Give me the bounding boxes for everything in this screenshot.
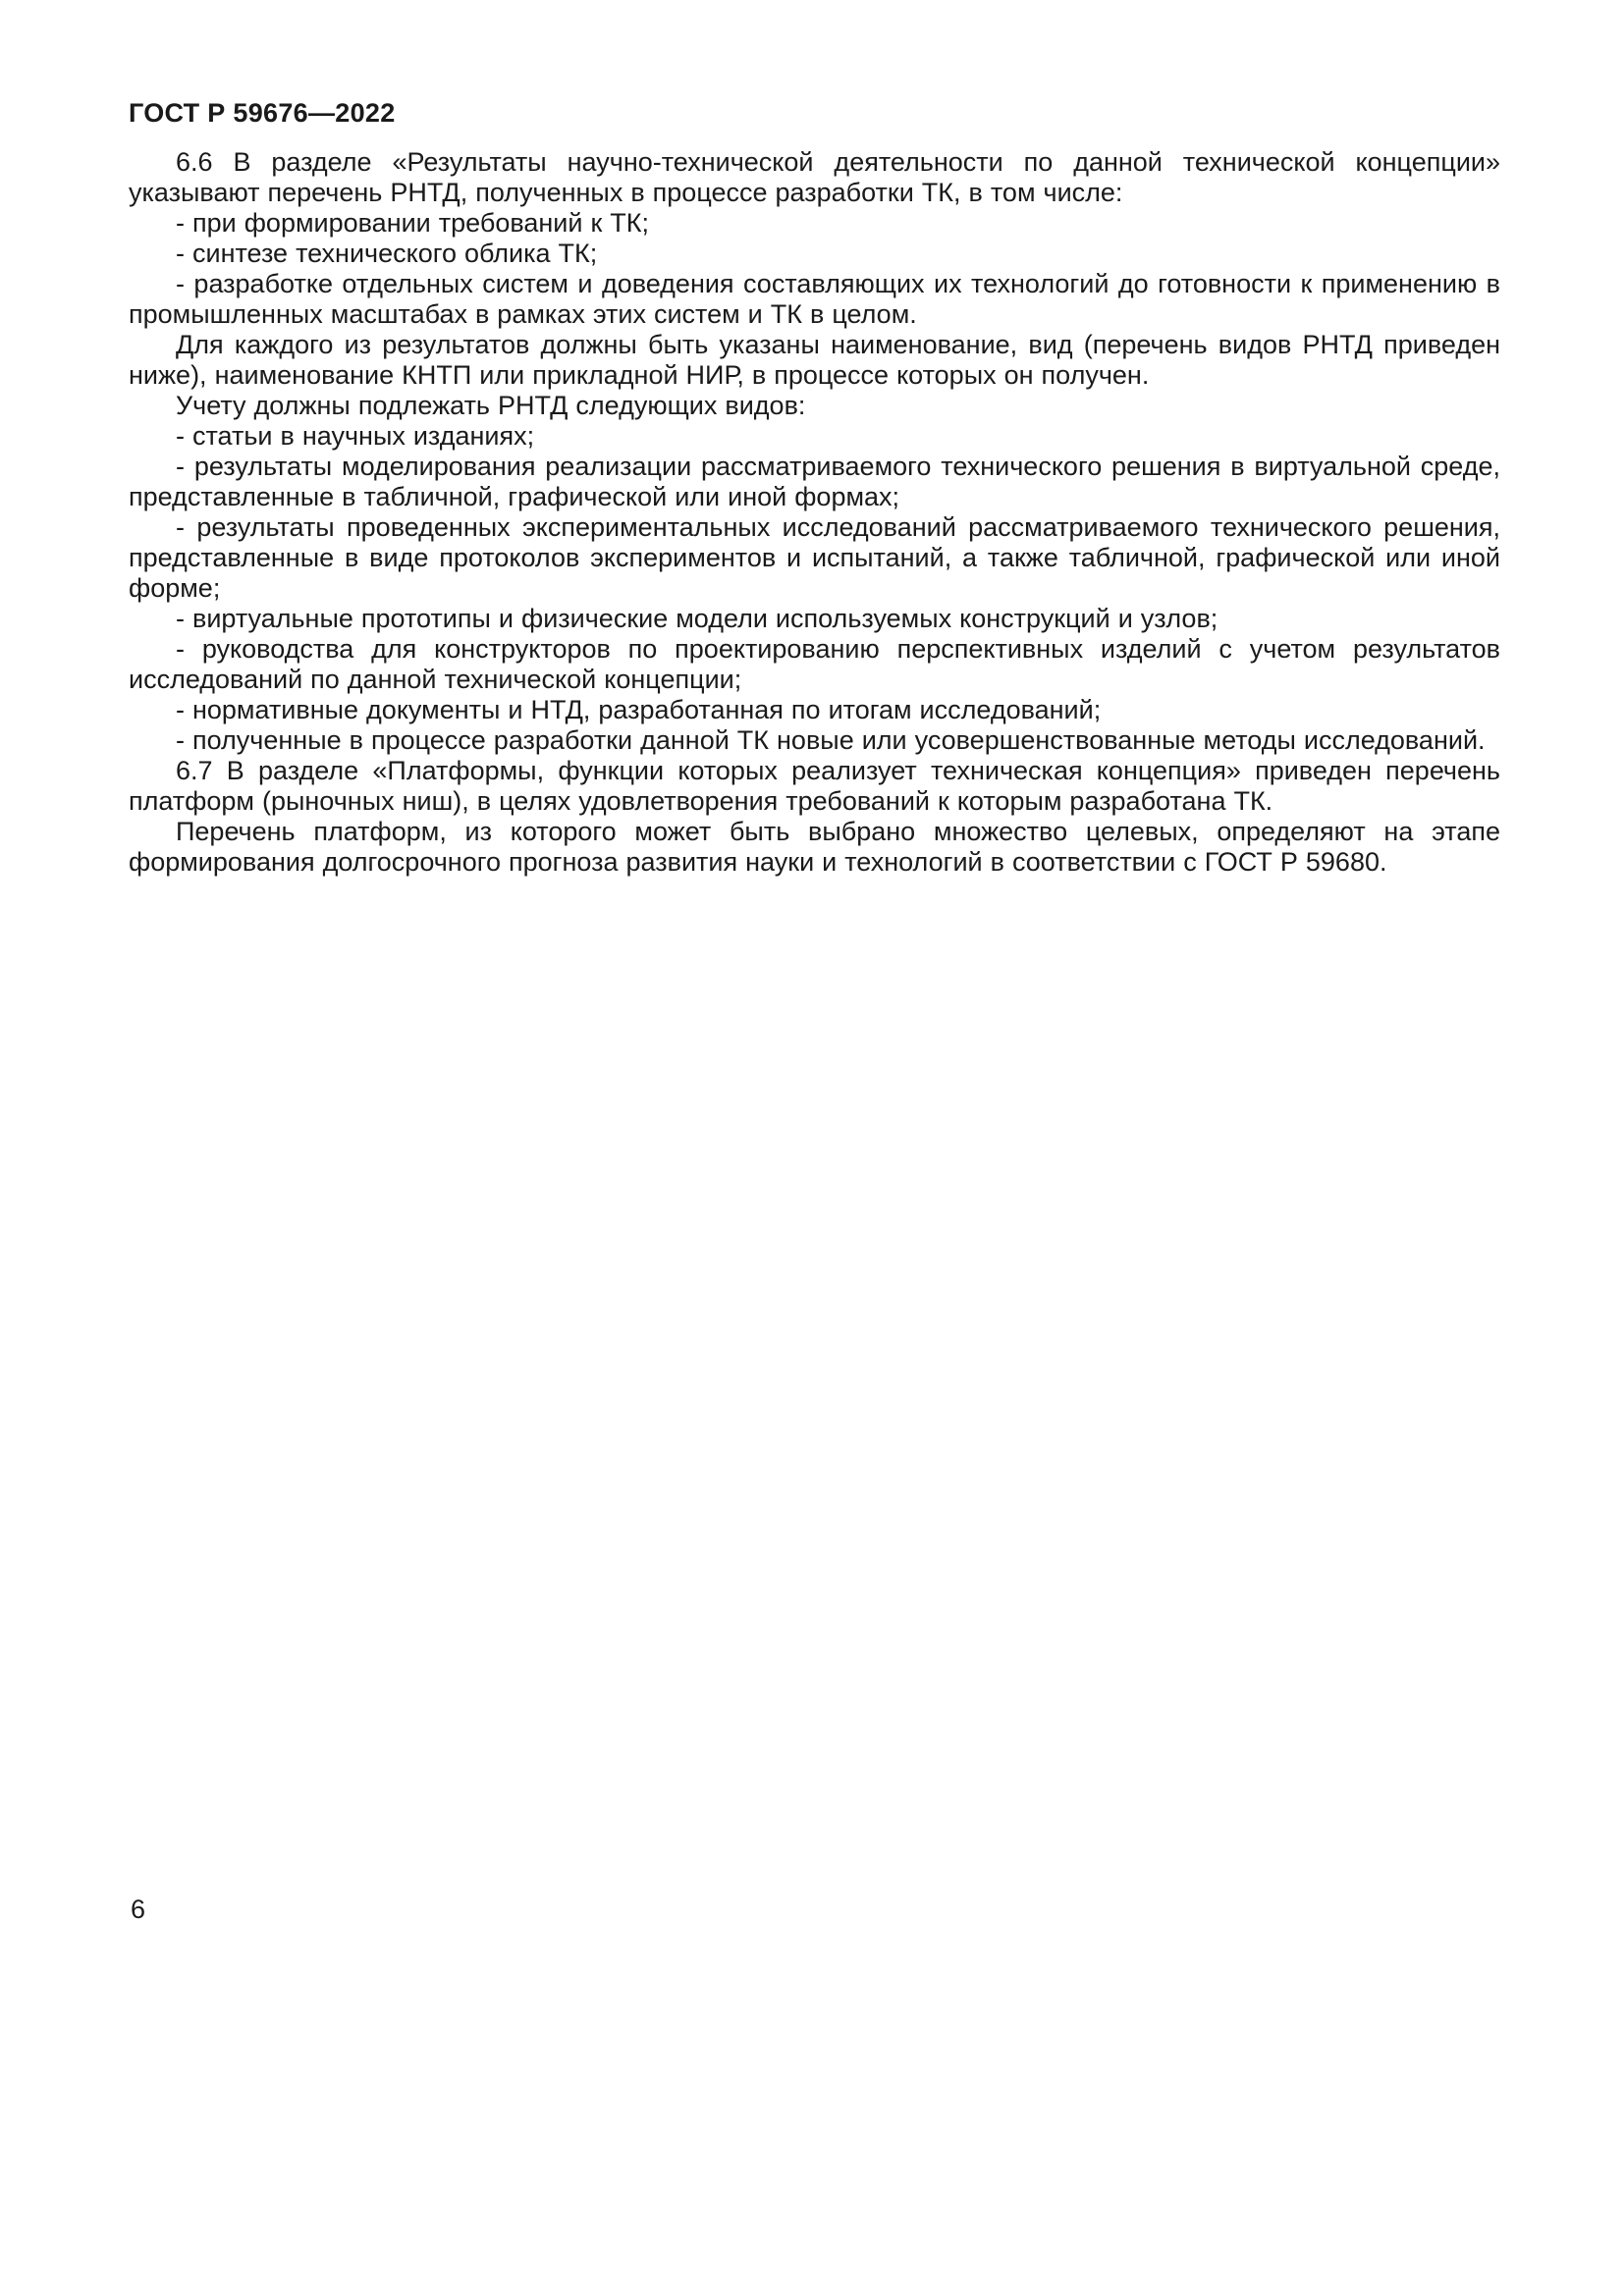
paragraph: - нормативные документы и НТД, разработанная по итогам исследований; [176, 695, 1102, 724]
paragraph: - результаты проведенных экспериментальных исследований рассматриваемого технического решения, представленные в виде протоколов экспериментов и испытаний, а также табличной, графической или иной форме; [129, 512, 1500, 603]
paragraph: - при формировании требований к ТК; [176, 208, 650, 238]
paragraph: Перечень платформ, из которого может быть выбрано множество целевых, определяют на этапе формирования долгосрочного прогноза развития науки и технологий в соответствии с ГОСТ Р 59680. [129, 817, 1500, 877]
paragraph: Для каждого из результатов должны быть указаны наименование, вид (перечень видов РНТД приведен ниже), наименование КНТП или прикладной НИР, в процессе которых он получен. [129, 330, 1500, 390]
document-body [129, 147, 1500, 878]
paragraph: - полученные в процессе разработки данной ТК новые или усовершенствованные методы исследований. [176, 725, 1486, 755]
page-header: ГОСТ Р 59676—2022 [129, 98, 396, 128]
paragraph: - статьи в научных изданиях; [176, 421, 535, 451]
paragraph: - разработке отдельных систем и доведения составляющих их технологий до готовности к применению в промышленных масштабах в рамках этих систем и ТК в целом. [129, 269, 1500, 329]
paragraph: - виртуальные прототипы и физические модели используемых конструкций и узлов; [176, 604, 1218, 633]
paragraph: 6.7 В разделе «Платформы, функции которых реализует техническая концепция» приведен перечень платформ (рыночных ниш), в целях удовлетворения требований к которым разработана ТК. [129, 756, 1500, 816]
paragraph: - синтезе технического облика ТК; [176, 239, 598, 268]
paragraph: 6.6 В разделе «Результаты научно-технической деятельности по данной технической концепции» указывают перечень РНТД, полученных в процессе разработки ТК, в том числе: [129, 147, 1500, 207]
paragraph: Учету должны подлежать РНТД следующих видов: [176, 391, 806, 420]
page-number: 6 [131, 1895, 146, 1924]
paragraph: - результаты моделирования реализации рассматриваемого технического решения в виртуальной среде, представленные в табличной, графической или иной формах; [129, 452, 1500, 511]
paragraph: - руководства для конструкторов по проектированию перспективных изделий с учетом результатов исследований по данной технической концепции; [129, 634, 1500, 694]
